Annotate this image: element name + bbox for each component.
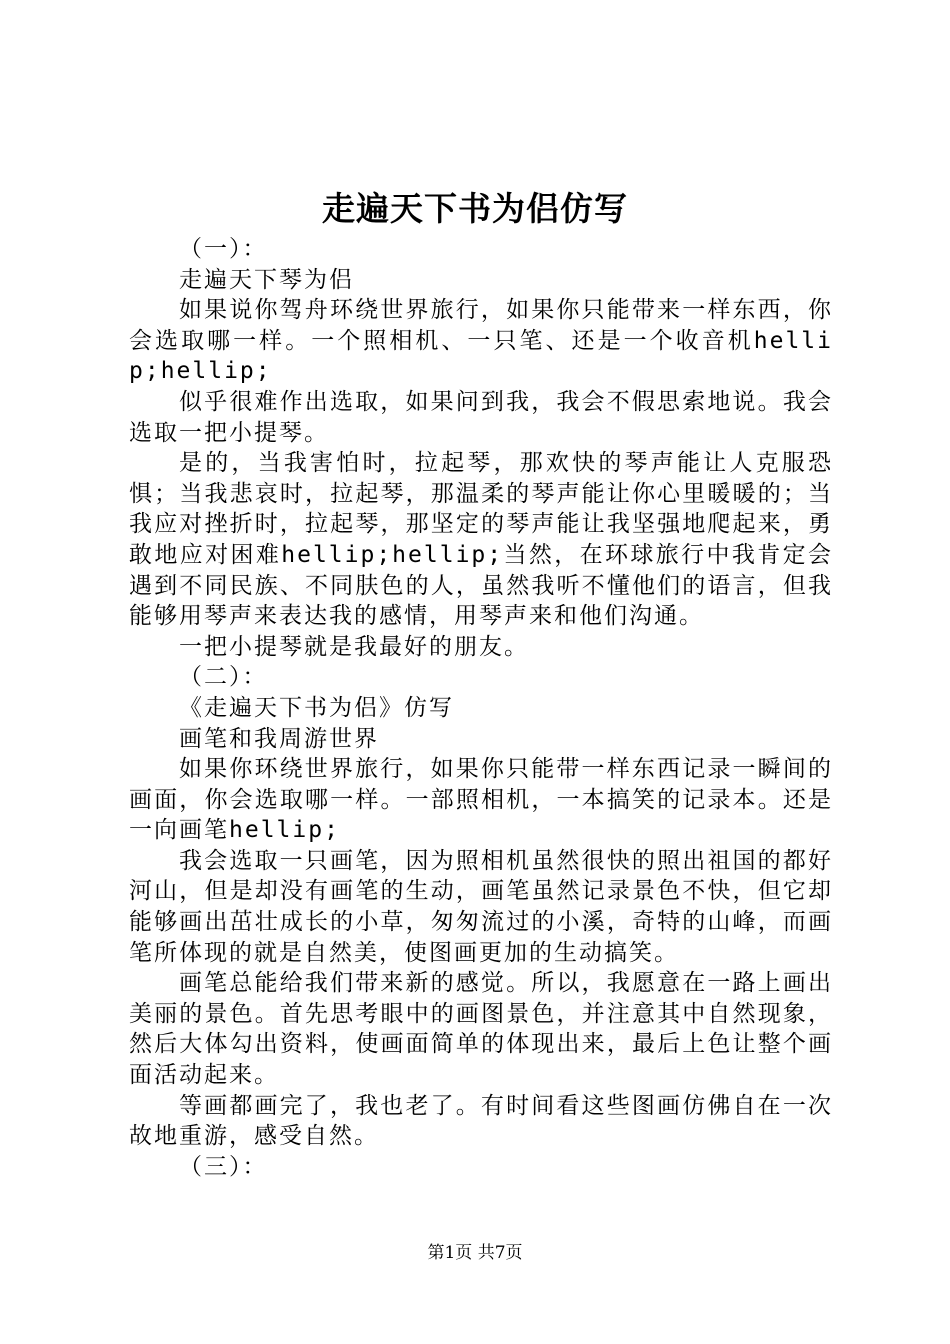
paragraph: 似乎很难作出选取，如果问到我，我会不假思索地说。我会选取一把小提琴。 (129, 388, 833, 446)
paragraph: 一把小提琴就是我最好的朋友。 (179, 633, 529, 660)
page-number-footer: 第1页 共7页 (427, 1243, 523, 1263)
paragraph: 是的，当我害怕时，拉起琴，那欢快的琴声能让人克服恐惧；当我悲哀时，拉起琴，那温柔的琴声能让你心里暖暖的；当我应对挫折时，拉起琴，那坚定的琴声能让我坚强地爬起来，勇敢地应对困难hellip;hellip;当然，在环球旅行中我肯定会遇到不同民族、不同肤色的人，虽然我听不懂他们的语言，但我能够用琴声来表达我的感情，用琴声来和他们沟通。 (129, 450, 833, 630)
essay-subtitle-2: 《走遍天下书为侣》仿写 (179, 694, 454, 721)
essay-title-1: 走遍天下琴为侣 (179, 266, 354, 293)
document-title: 走遍天下书为侣仿写 (322, 189, 628, 228)
paragraph: 等画都画完了，我也老了。有时间看这些图画仿佛自在一次故地重游，感受自然。 (129, 1092, 833, 1150)
section-heading-3: （三）： (179, 1153, 268, 1180)
section-heading-1: （一）： (179, 236, 268, 262)
essay-title-2: 画笔和我周游世界 (179, 725, 379, 752)
paragraph: 画笔总能给我们带来新的感觉。所以，我愿意在一路上画出美丽的景色。首先思考眼中的画图景色，并注意其中自然现象，然后大体勾出资料，使画面简单的体现出来，最后上色让整个画面活动起来。 (129, 970, 833, 1089)
document-body (129, 234, 833, 1182)
section-heading-2: （二）： (179, 664, 268, 691)
paragraph: 我会选取一只画笔，因为照相机虽然很快的照出祖国的都好河山，但是却没有画笔的生动，画笔虽然记录景色不快，但它却能够画出茁壮成长的小草，匆匆流过的小溪，奇特的山峰，而画笔所体现的就是自然美，使图画更加的生动搞笑。 (129, 847, 833, 966)
paragraph: 如果说你驾舟环绕世界旅行，如果你只能带来一样东西，你会选取哪一样。一个照相机、一只笔、还是一个收音机hellip;hellip; (129, 297, 833, 385)
paragraph: 如果你环绕世界旅行，如果你只能带一样东西记录一瞬间的画面，你会选取哪一样。一部照相机，一本搞笑的记录本。还是一向画笔hellip; (129, 756, 833, 844)
